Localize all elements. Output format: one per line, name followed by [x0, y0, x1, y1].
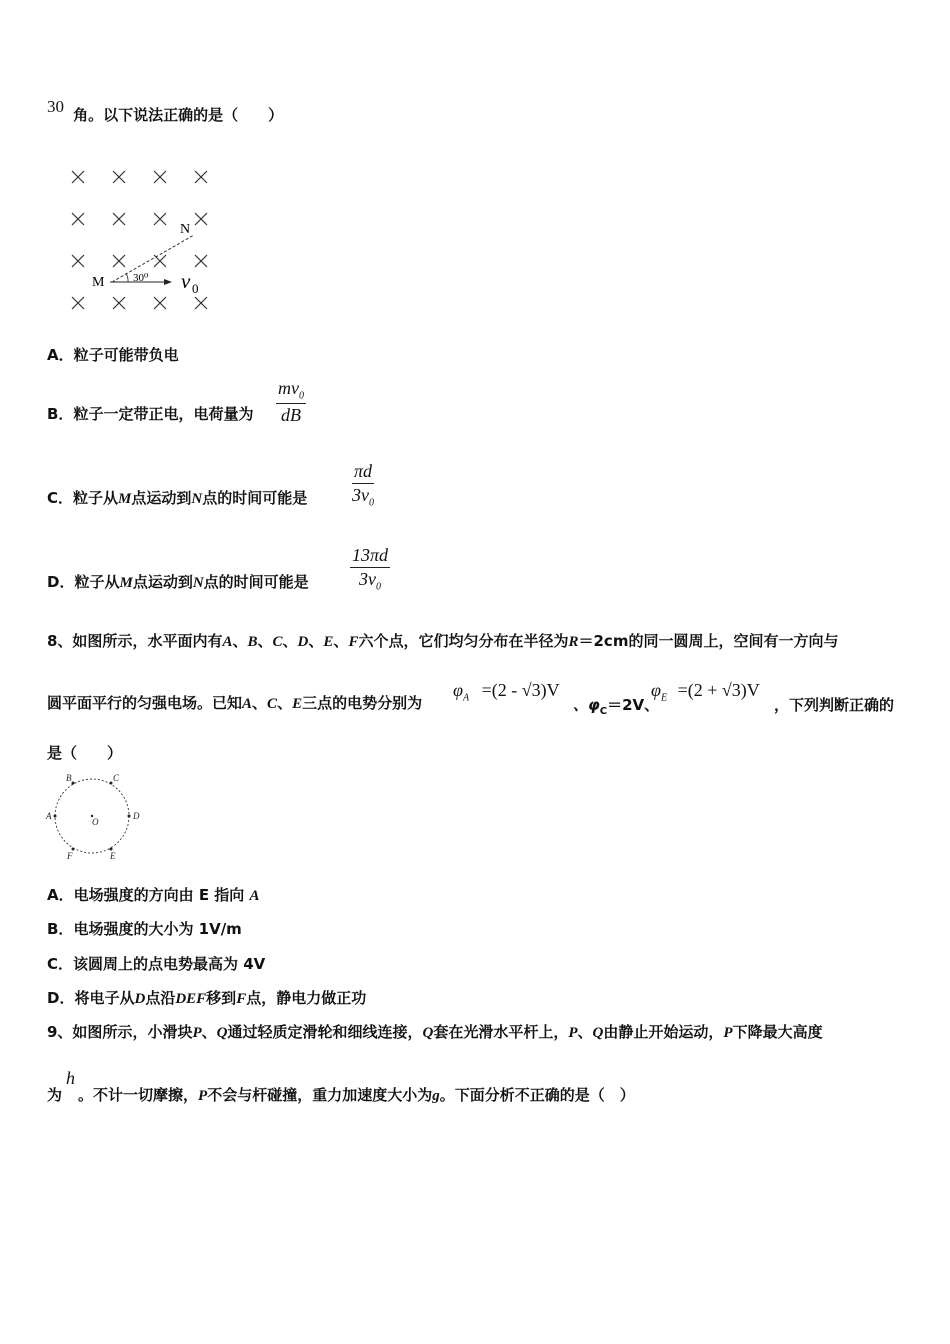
q8-option-b: B．电场强度的大小为 1V/m [47, 920, 242, 938]
q7-option-a [47, 344, 179, 365]
q9-stem-line-2: 为 [47, 1086, 63, 1104]
cross-mark [72, 297, 84, 309]
q8-stem-line-2: 圆平面平行的匀强电场。已知A、C、E三点的电势分别为 [47, 694, 423, 712]
cross-mark [72, 213, 84, 225]
cross-mark [72, 255, 84, 267]
option-letter: D． [47, 573, 75, 591]
option-letter: D． [47, 989, 75, 1007]
circle-figure [44, 770, 144, 864]
frac-den: dB [281, 404, 301, 425]
frac-num: 13πd [352, 545, 389, 565]
phi-c-expression: 、$\varphi_C=2V$、 [573, 696, 660, 717]
frac-num: πd [354, 461, 373, 481]
label-n: N [180, 222, 191, 237]
q7-stem-line [47, 97, 284, 125]
angle-arc [126, 273, 128, 282]
option-letter: C． [47, 489, 74, 507]
magnetic-field-figure [60, 160, 230, 320]
phi-e-expression: $\varphi_E =(2 + √3)V$ [651, 680, 760, 704]
cross-mark [72, 171, 84, 183]
cross-mark [154, 297, 166, 309]
option-letter: B． [47, 920, 74, 938]
q9-stem-line-2-rest: 。不计一切摩擦，P不会与杆碰撞，重力加速度大小为g。下面分析不正确的是（ ） [78, 1086, 635, 1104]
label-c: C [113, 773, 120, 783]
q7-option-c: C．粒子从M点运动到N点的时间可能是 [47, 489, 308, 507]
q7-option-b [47, 403, 253, 424]
cross-mark [154, 213, 166, 225]
cross-mark [195, 213, 207, 225]
cross-mark [195, 255, 207, 267]
point-a [54, 815, 57, 818]
q8-stem-line-1: 8、如图所示，水平面内有A、B、C、D、E、F六个点，它们均匀分布在半径为R＝2cm的同一圆周上，空间有一方向与 [47, 632, 839, 650]
angle-prefix: 30 [47, 97, 64, 116]
angle-label: 30⁰ [133, 272, 149, 284]
q9-stem-line-1: 9、如图所示，小滑块P、Q通过轻质定滑轮和细线连接，Q套在光滑水平杆上，P、Q由静止开始运动，P下降最大高度 [47, 1023, 823, 1041]
frac-num: mv [278, 378, 299, 398]
label-m: M [92, 275, 105, 290]
option-text: 粒子可能带负电 [73, 346, 179, 364]
q8-stem-line-2-tail: ，下列判断正确的 [774, 696, 895, 714]
velocity-label: v [181, 269, 191, 293]
cross-mark [195, 297, 207, 309]
h-symbol: h [66, 1068, 75, 1088]
frac-den: 3v [352, 485, 370, 505]
label-f: F [67, 851, 73, 861]
cross-mark [113, 297, 125, 309]
label-b: B [66, 773, 72, 783]
cross-mark [113, 171, 125, 183]
option-letter: A． [47, 346, 74, 364]
cross-mark [154, 171, 166, 183]
label-e: E [110, 851, 116, 861]
option-letter: C． [47, 955, 74, 973]
velocity-sub: 0 [192, 281, 199, 296]
charge-fraction [276, 378, 306, 426]
frac-num-sub: 0 [299, 390, 304, 402]
option-letter: A． [47, 886, 74, 904]
label-d: D [133, 811, 140, 821]
option-letter: B． [47, 405, 74, 423]
cross-mark [195, 171, 207, 183]
frac-den-sub: 0 [376, 581, 382, 593]
time-fraction-d [350, 545, 390, 593]
q7-stem-tail: 角。以下说法正确的是（ ） [73, 106, 284, 124]
point-b [72, 782, 75, 785]
option-text: 粒子一定带正电，电荷量为 [73, 405, 254, 423]
frac-den: 3v [359, 569, 377, 589]
q7-option-d: D．粒子从M点运动到N点的时间可能是 [47, 573, 309, 591]
q8-option-c: C．该圆周上的点电势最高为 4V [47, 955, 266, 973]
label-o: O [92, 817, 99, 827]
circle-points [54, 782, 131, 851]
phi-a-expression: $\varphi_A =(2 - √3)V$ [453, 680, 560, 704]
label-a: A [46, 811, 52, 821]
velocity-arrow-head [164, 279, 172, 285]
point-d [128, 815, 131, 818]
q8-option-a: A．电场强度的方向由 E 指向 A [47, 886, 260, 904]
cross-mark [113, 255, 125, 267]
time-fraction-c [352, 461, 374, 509]
cross-mark [113, 213, 125, 225]
q8-option-d: D．将电子从D点沿DEF移到F点，静电力做正功 [47, 989, 367, 1007]
q8-stem-line-3: 是（ ） [47, 744, 123, 762]
frac-den-sub: 0 [369, 497, 375, 509]
